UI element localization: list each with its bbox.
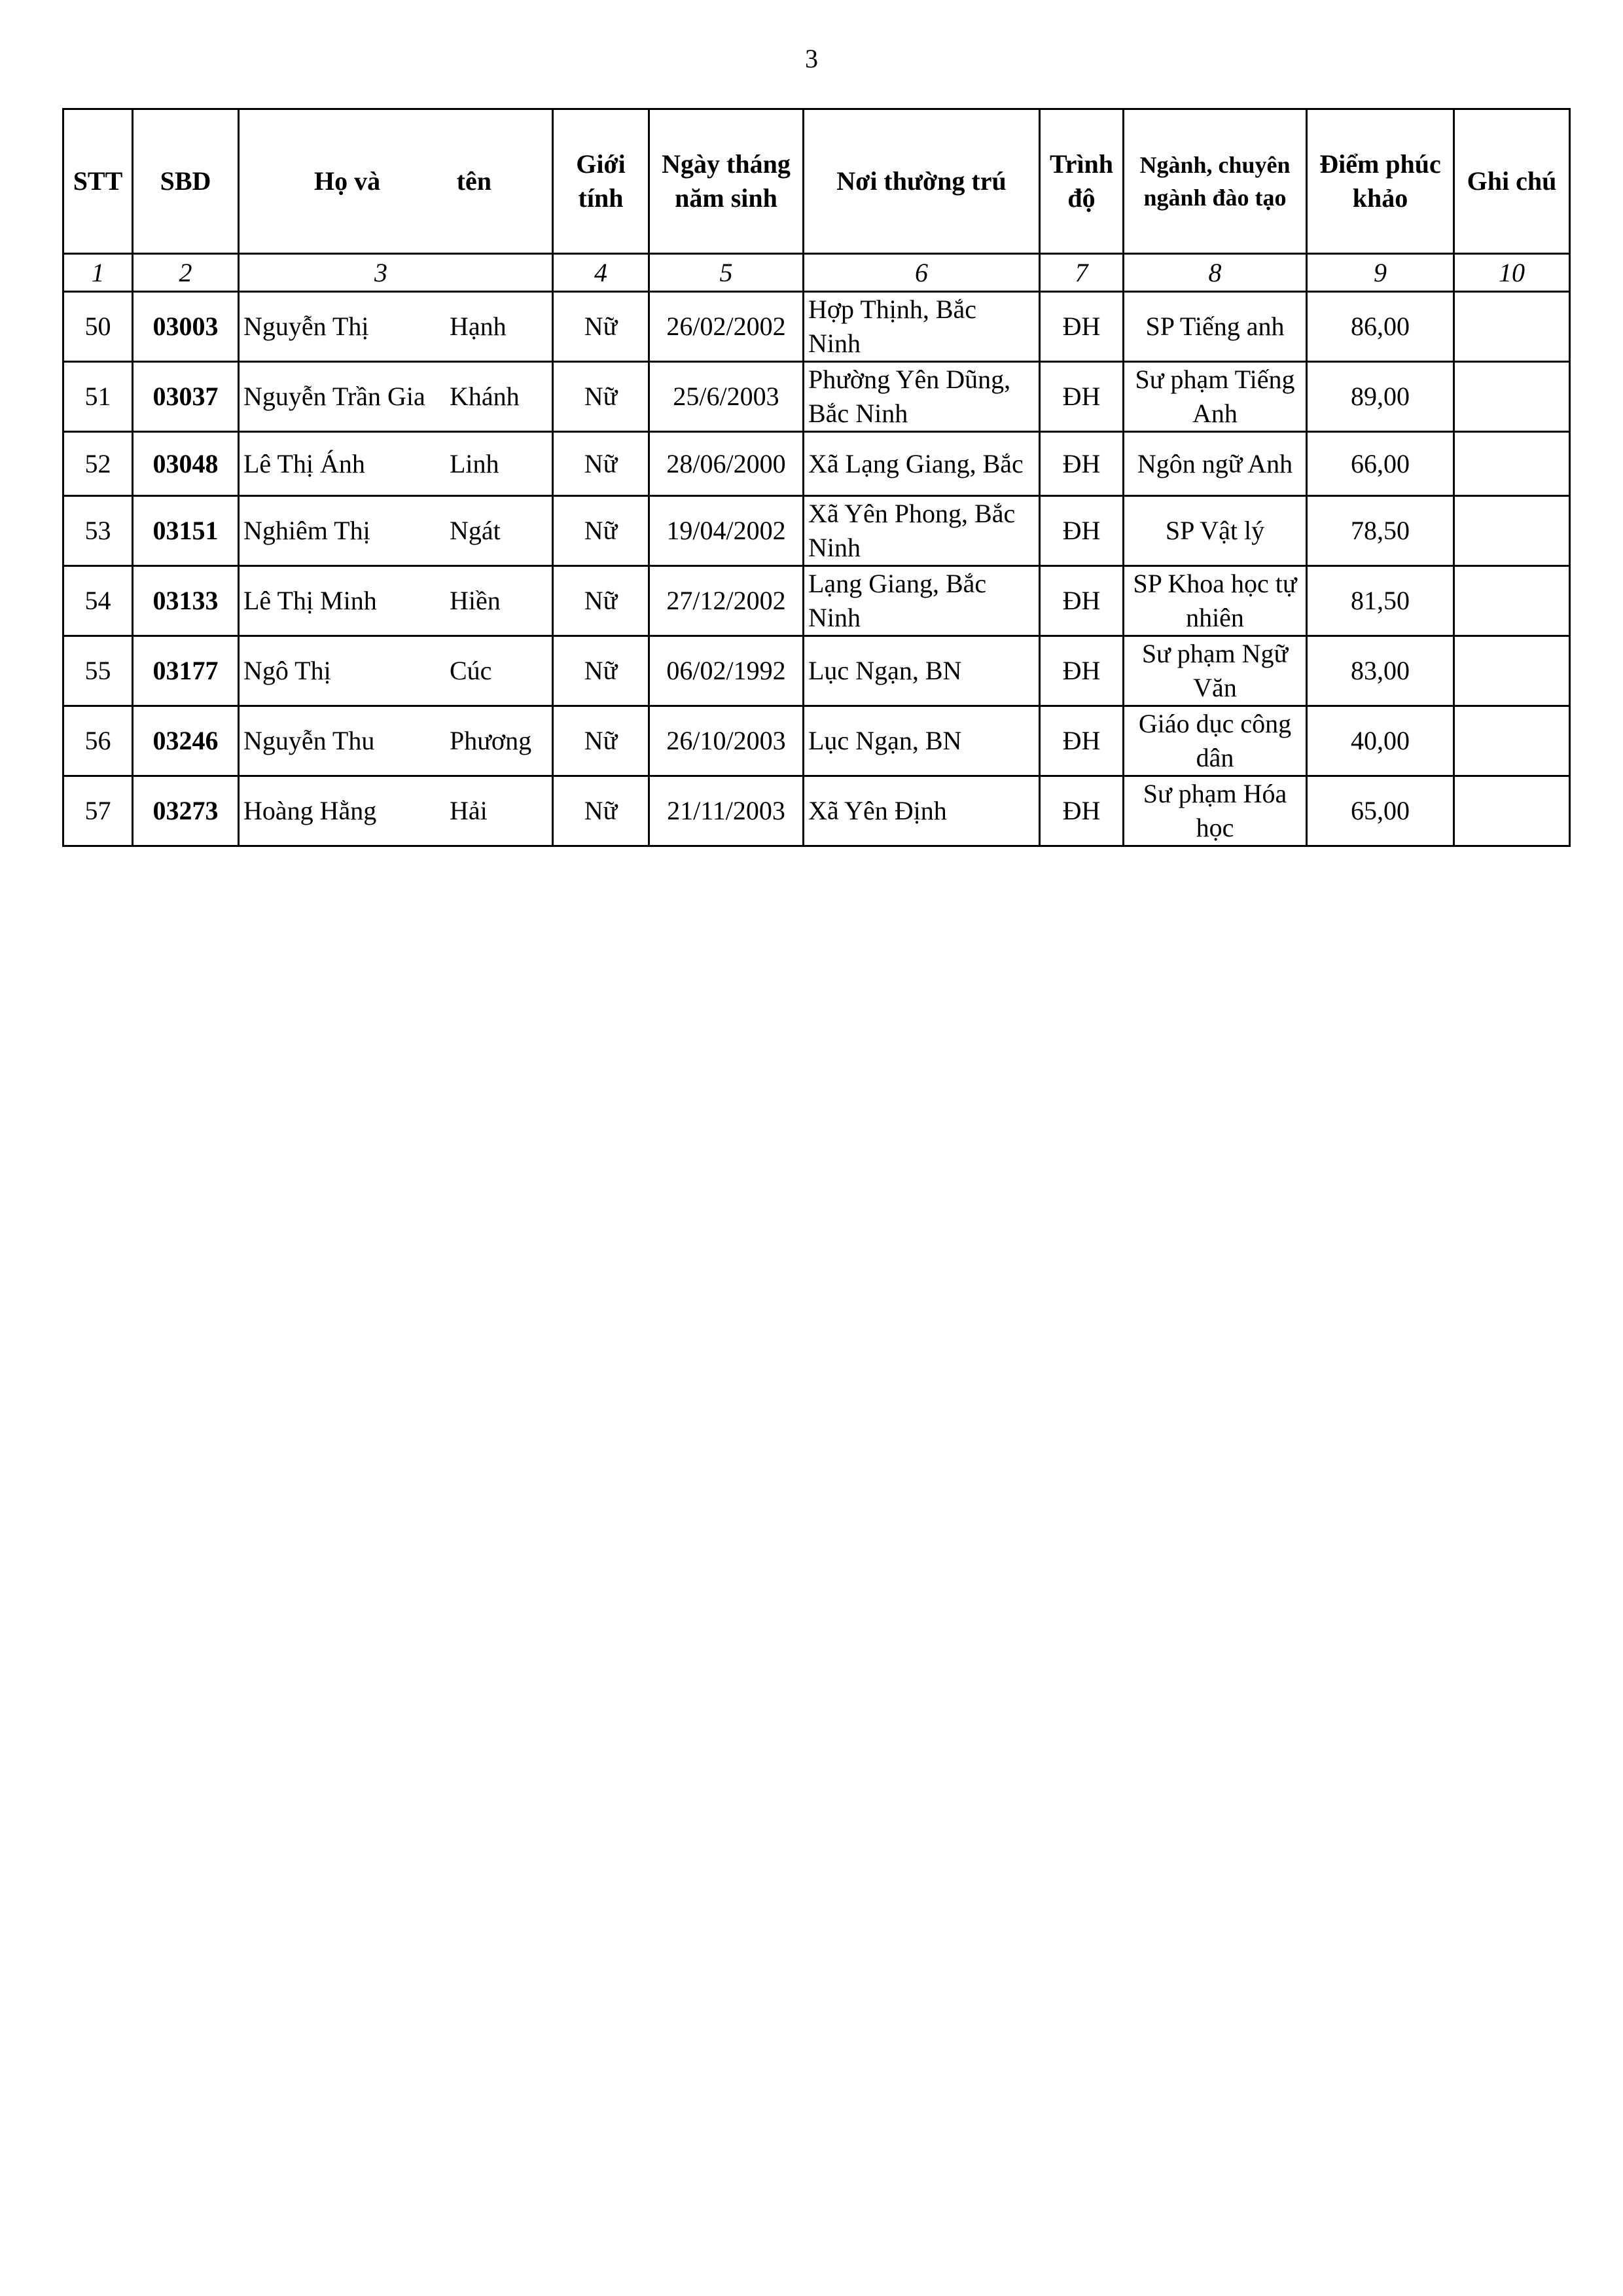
cell-major: Ngôn ngữ Anh — [1124, 432, 1307, 496]
cell-score: 78,50 — [1307, 496, 1454, 566]
table-row — [63, 636, 1570, 706]
cell-full-name — [239, 776, 553, 846]
column-index: 1 — [63, 254, 133, 292]
column-index-row — [63, 254, 1570, 292]
cell-residence: Lục Ngạn, BN — [804, 636, 1040, 706]
candidate-results-table — [62, 108, 1571, 847]
column-index: 6 — [804, 254, 1040, 292]
cell-full-name — [239, 566, 553, 636]
name-given: Ngát — [450, 516, 501, 545]
cell-dob: 26/02/2002 — [649, 292, 804, 362]
cell-score: 86,00 — [1307, 292, 1454, 362]
cell-full-name — [239, 496, 553, 566]
name-family: Nguyễn Trần Gia — [243, 382, 425, 411]
cell-stt: 50 — [63, 292, 133, 362]
cell-note — [1454, 776, 1570, 846]
column-index: 9 — [1307, 254, 1454, 292]
cell-gender: Nữ — [553, 496, 649, 566]
cell-gender: Nữ — [553, 362, 649, 432]
cell-major: SP Khoa học tự nhiên — [1124, 566, 1307, 636]
cell-level: ĐH — [1040, 636, 1124, 706]
header-dob: Ngày tháng năm sinh — [649, 109, 804, 254]
cell-dob: 19/04/2002 — [649, 496, 804, 566]
column-index: 7 — [1040, 254, 1124, 292]
cell-stt: 52 — [63, 432, 133, 496]
name-family: Nghiêm Thị — [243, 516, 370, 545]
cell-residence: Hợp Thịnh, Bắc Ninh — [804, 292, 1040, 362]
cell-stt: 51 — [63, 362, 133, 432]
table-row — [63, 362, 1570, 432]
header-residence: Nơi thường trú — [804, 109, 1040, 254]
cell-sbd: 03048 — [133, 432, 239, 496]
table-row — [63, 776, 1570, 846]
column-index: 3 — [239, 254, 553, 292]
cell-sbd: 03037 — [133, 362, 239, 432]
header-stt: STT — [63, 109, 133, 254]
cell-residence: Xã Yên Phong, Bắc Ninh — [804, 496, 1040, 566]
cell-gender: Nữ — [553, 432, 649, 496]
table-row — [63, 292, 1570, 362]
column-index: 5 — [649, 254, 804, 292]
cell-stt: 56 — [63, 706, 133, 776]
cell-level: ĐH — [1040, 292, 1124, 362]
cell-residence: Xã Yên Định — [804, 776, 1040, 846]
cell-sbd: 03246 — [133, 706, 239, 776]
cell-level: ĐH — [1040, 432, 1124, 496]
header-sbd: SBD — [133, 109, 239, 254]
cell-score: 40,00 — [1307, 706, 1454, 776]
cell-score: 66,00 — [1307, 432, 1454, 496]
header-note: Ghi chú — [1454, 109, 1570, 254]
header-gender: Giới tính — [553, 109, 649, 254]
cell-full-name — [239, 636, 553, 706]
cell-score: 65,00 — [1307, 776, 1454, 846]
cell-note — [1454, 496, 1570, 566]
cell-major: Giáo dục công dân — [1124, 706, 1307, 776]
cell-stt: 54 — [63, 566, 133, 636]
name-given: Linh — [450, 448, 499, 478]
name-family: Nguyễn Thị — [243, 312, 369, 341]
name-given: Khánh — [450, 382, 520, 411]
cell-stt: 55 — [63, 636, 133, 706]
cell-major: SP Tiếng anh — [1124, 292, 1307, 362]
cell-gender: Nữ — [553, 776, 649, 846]
cell-stt: 53 — [63, 496, 133, 566]
name-family: Lê Thị Minh — [243, 586, 377, 615]
header-score: Điểm phúc khảo — [1307, 109, 1454, 254]
cell-note — [1454, 566, 1570, 636]
table-row — [63, 432, 1570, 496]
header-row — [63, 109, 1570, 254]
cell-dob: 06/02/1992 — [649, 636, 804, 706]
cell-major: Sư phạm Ngữ Văn — [1124, 636, 1307, 706]
cell-note — [1454, 292, 1570, 362]
table-row — [63, 496, 1570, 566]
cell-sbd: 03177 — [133, 636, 239, 706]
cell-sbd: 03273 — [133, 776, 239, 846]
header-name-given: tên — [456, 166, 491, 196]
cell-major: SP Vật lý — [1124, 496, 1307, 566]
cell-level: ĐH — [1040, 706, 1124, 776]
cell-note — [1454, 636, 1570, 706]
cell-level: ĐH — [1040, 362, 1124, 432]
cell-level: ĐH — [1040, 566, 1124, 636]
column-index: 4 — [553, 254, 649, 292]
table-row — [63, 566, 1570, 636]
name-family: Lê Thị Ánh — [243, 448, 365, 478]
column-index: 2 — [133, 254, 239, 292]
cell-stt: 57 — [63, 776, 133, 846]
cell-sbd: 03003 — [133, 292, 239, 362]
name-given: Hiền — [450, 586, 501, 615]
cell-residence: Phường Yên Dũng, Bắc Ninh — [804, 362, 1040, 432]
cell-gender: Nữ — [553, 636, 649, 706]
name-given: Hạnh — [450, 312, 507, 341]
cell-gender: Nữ — [553, 706, 649, 776]
cell-sbd: 03133 — [133, 566, 239, 636]
column-index: 8 — [1124, 254, 1307, 292]
cell-dob: 25/6/2003 — [649, 362, 804, 432]
name-given: Cúc — [450, 656, 492, 685]
page-number: 3 — [805, 44, 818, 73]
cell-gender: Nữ — [553, 566, 649, 636]
cell-full-name — [239, 292, 553, 362]
cell-full-name — [239, 362, 553, 432]
header-major: Ngành, chuyên ngành đào tạo — [1124, 109, 1307, 254]
cell-level: ĐH — [1040, 776, 1124, 846]
cell-gender: Nữ — [553, 292, 649, 362]
cell-note — [1454, 362, 1570, 432]
name-given: Phương — [450, 726, 532, 755]
cell-dob: 27/12/2002 — [649, 566, 804, 636]
name-given: Hải — [450, 796, 488, 825]
cell-major: Sư phạm Hóa học — [1124, 776, 1307, 846]
cell-sbd: 03151 — [133, 496, 239, 566]
cell-residence: Lạng Giang, Bắc Ninh — [804, 566, 1040, 636]
cell-full-name — [239, 706, 553, 776]
cell-score: 81,50 — [1307, 566, 1454, 636]
header-name-family: Họ và — [314, 166, 381, 196]
table-row — [63, 706, 1570, 776]
cell-dob: 26/10/2003 — [649, 706, 804, 776]
cell-full-name — [239, 432, 553, 496]
cell-dob: 21/11/2003 — [649, 776, 804, 846]
column-index: 10 — [1454, 254, 1570, 292]
cell-score: 89,00 — [1307, 362, 1454, 432]
cell-residence: Xã Lạng Giang, Bắc — [804, 432, 1040, 496]
cell-score: 83,00 — [1307, 636, 1454, 706]
header-full-name — [239, 109, 553, 254]
cell-level: ĐH — [1040, 496, 1124, 566]
cell-dob: 28/06/2000 — [649, 432, 804, 496]
cell-note — [1454, 706, 1570, 776]
name-family: Nguyễn Thu — [243, 726, 375, 755]
cell-major: Sư phạm Tiếng Anh — [1124, 362, 1307, 432]
name-family: Ngô Thị — [243, 656, 331, 685]
header-level: Trình độ — [1040, 109, 1124, 254]
name-family: Hoàng Hằng — [243, 796, 377, 825]
cell-note — [1454, 432, 1570, 496]
cell-residence: Lục Ngạn, BN — [804, 706, 1040, 776]
